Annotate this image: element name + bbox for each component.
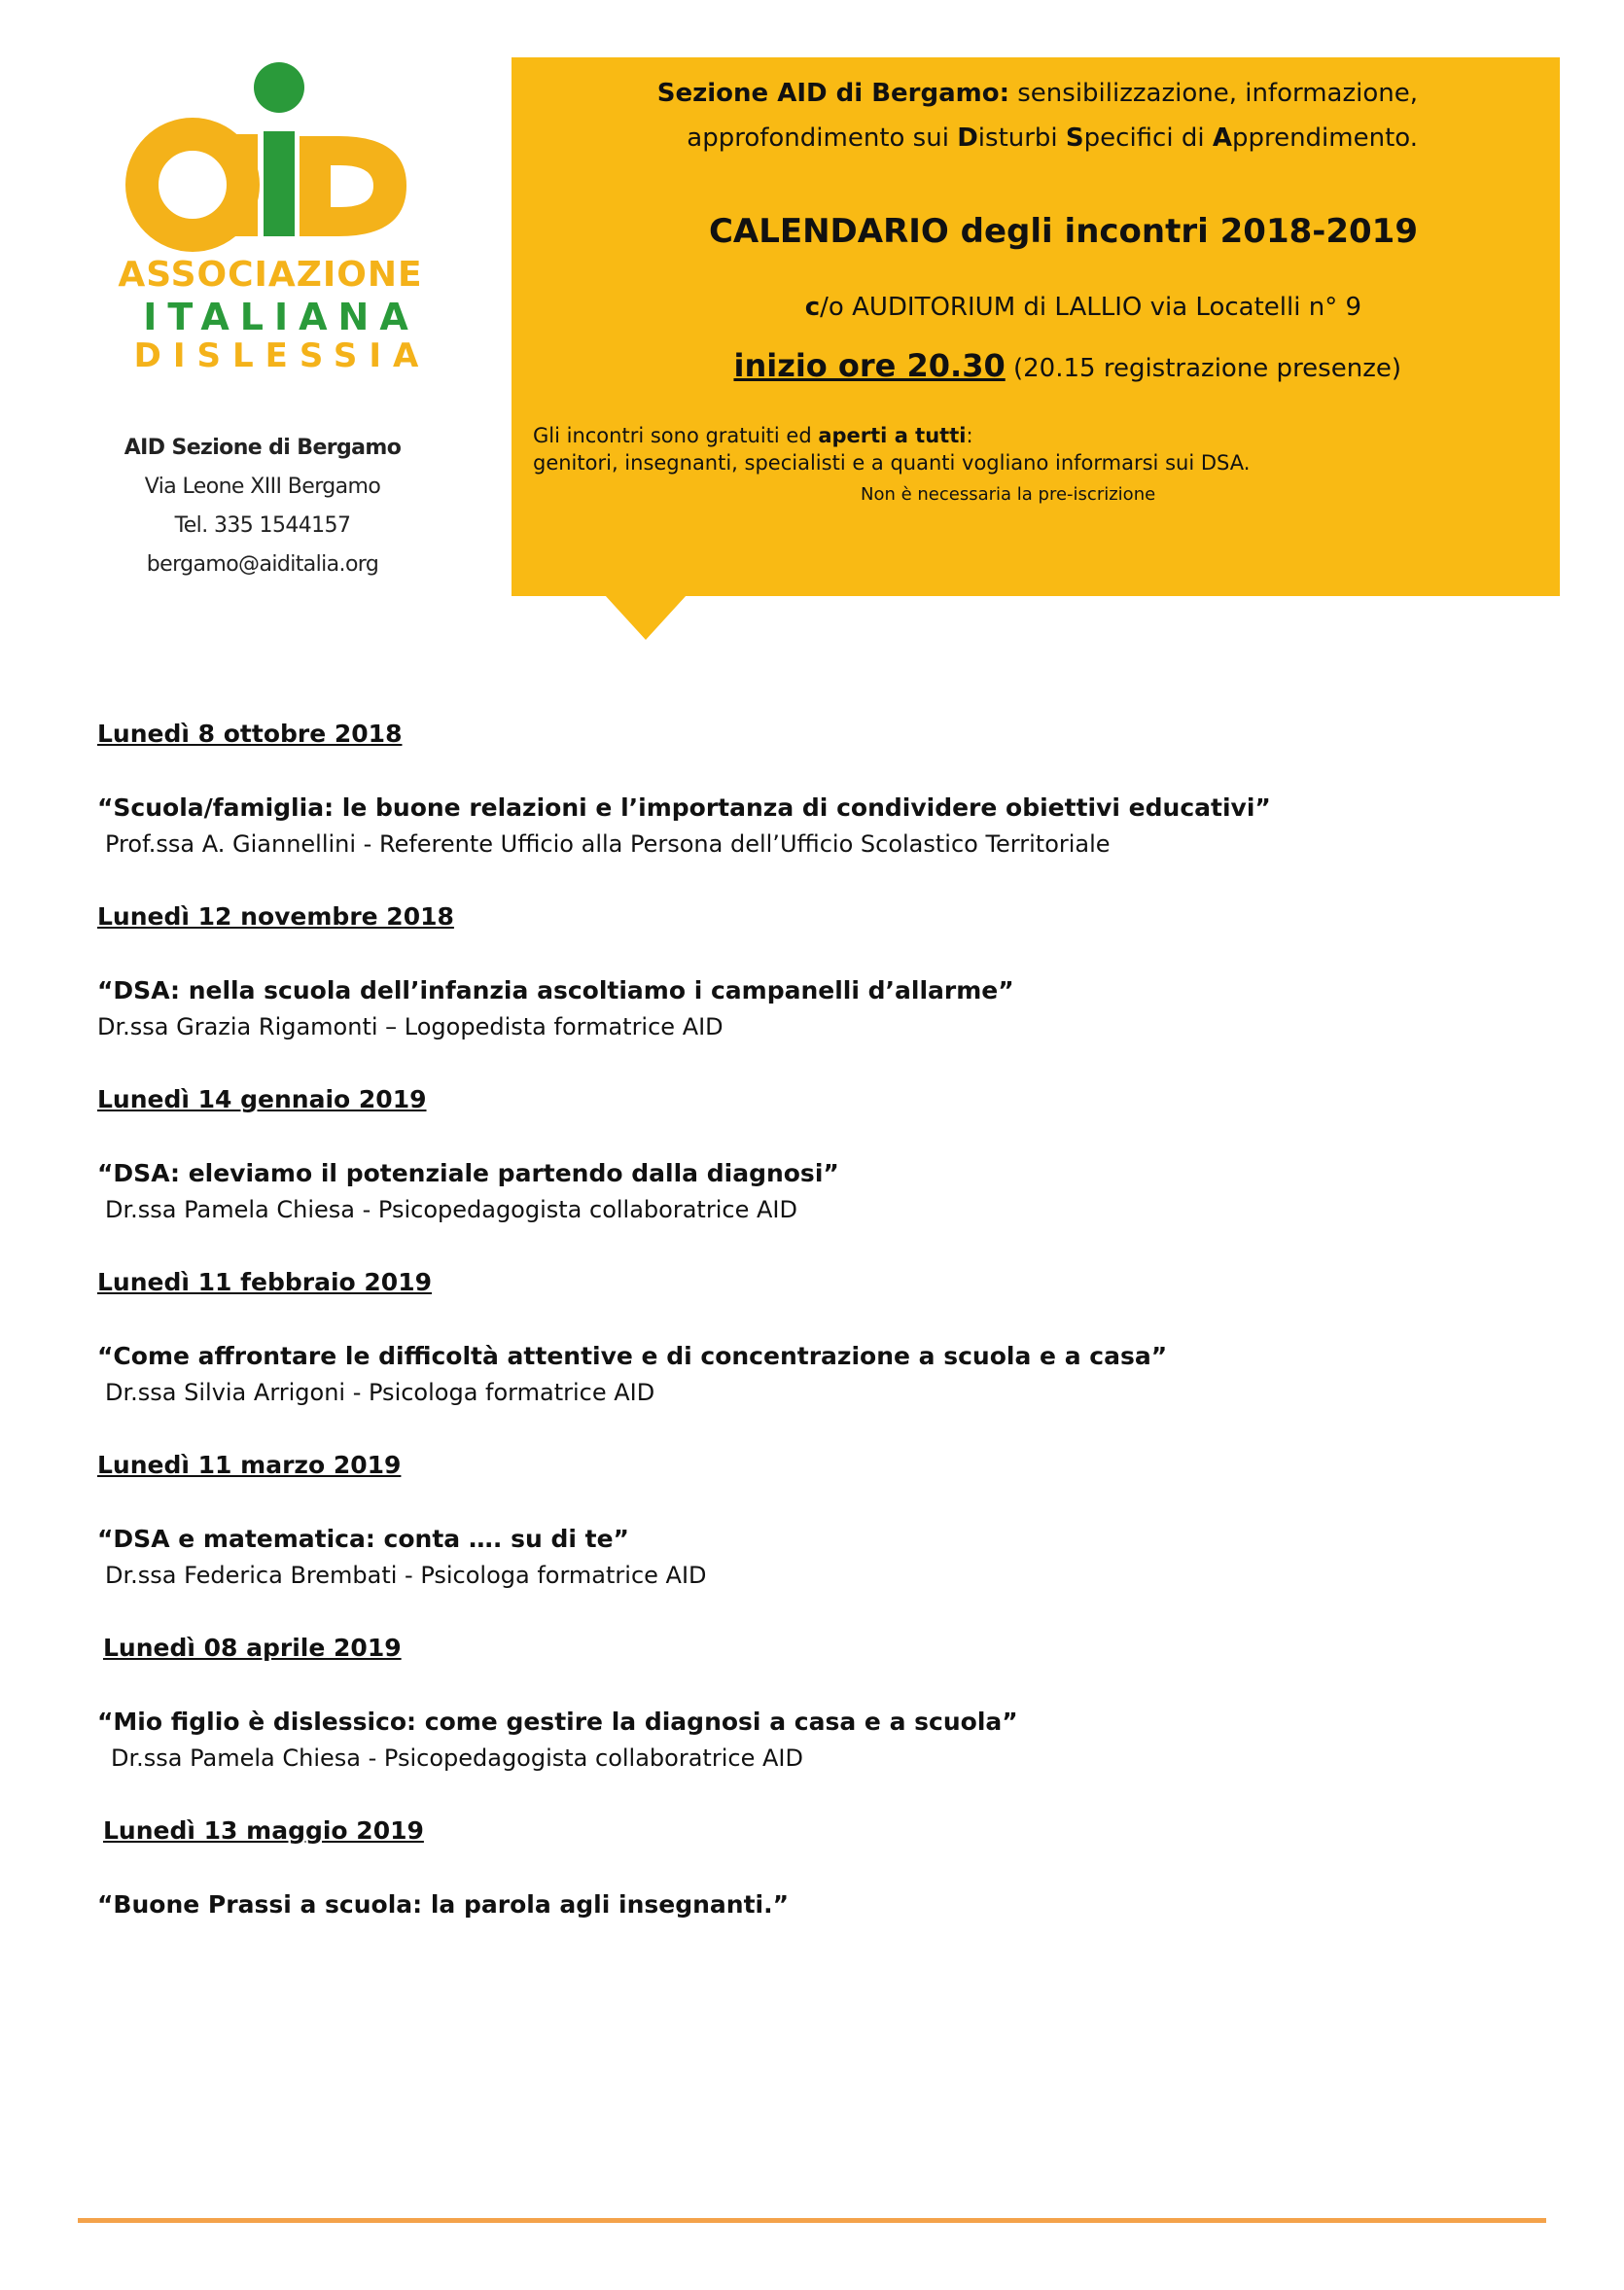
calendar-title: CALENDARIO degli incontri 2018-2019 xyxy=(708,212,1418,251)
logo-letter-i-dot xyxy=(254,62,304,113)
event-date: Lunedì 11 marzo 2019 xyxy=(97,1451,402,1479)
start-time-main: inizio ore 20.30 xyxy=(733,347,1006,384)
event-title: “DSA e matematica: conta …. su di te” xyxy=(97,1525,629,1553)
event-date: Lunedì 8 ottobre 2018 xyxy=(97,720,403,748)
event-date: Lunedì 14 gennaio 2019 xyxy=(97,1085,427,1113)
aid-logo xyxy=(115,58,431,379)
event-title: “Mio figlio è dislessico: come gestire la diagnosi a casa e a scuola” xyxy=(97,1708,1018,1736)
logo-text-associazione: ASSOCIAZIONE xyxy=(118,255,423,295)
venue-prefix: c xyxy=(804,293,821,322)
event-item xyxy=(97,1085,839,1223)
intro-line2-f: A xyxy=(1212,123,1232,153)
venue xyxy=(512,293,1361,322)
intro-line2-d: S xyxy=(1065,123,1084,153)
intro-line2-a: approfondimento sui xyxy=(687,123,958,153)
intro-section-name: Sezione AID di Bergamo: xyxy=(656,79,1009,108)
intro-text xyxy=(554,71,1418,160)
intro-description: sensibilizzazione, informazione, xyxy=(1008,79,1418,108)
event-item xyxy=(97,1268,1168,1406)
event-speaker: Dr.ssa Silvia Arrigoni - Psicologa formatrice AID xyxy=(105,1379,655,1406)
event-date: Lunedì 13 maggio 2019 xyxy=(103,1816,424,1845)
intro-line2-e: pecifici di xyxy=(1083,123,1213,153)
event-title: “DSA: eleviamo il potenziale partendo dalla diagnosi” xyxy=(97,1159,839,1187)
note-part-a: Gli incontri sono gratuiti ed xyxy=(533,424,819,447)
contact-address: Via Leone XIII Bergamo xyxy=(144,475,381,499)
aid-logo-mark xyxy=(115,58,426,253)
event-date: Lunedì 11 febbraio 2019 xyxy=(97,1268,432,1296)
event-item xyxy=(97,1451,707,1589)
footer-divider xyxy=(78,2218,1546,2223)
event-item xyxy=(97,1634,1018,1772)
event-speaker: Prof.ssa A. Giannellini - Referente Ufficio alla Persona dell’Ufficio Scolastico Territoriale xyxy=(105,830,1111,858)
event-title: “Scuola/famiglia: le buone relazioni e l’importanza di condividere obiettivi educativi” xyxy=(97,793,1271,822)
logo-letter-i xyxy=(264,131,295,236)
event-speaker: Dr.ssa Federica Brembati - Psicologa formatrice AID xyxy=(105,1562,707,1589)
event-title: “Buone Prassi a scuola: la parola agli insegnanti.” xyxy=(97,1890,790,1919)
contact-name: AID Sezione di Bergamo xyxy=(124,436,402,460)
event-date: Lunedì 12 novembre 2018 xyxy=(97,902,454,931)
audience-note: genitori, insegnanti, specialisti e a quanti vogliano informarsi sui DSA. xyxy=(533,451,1251,475)
logo-letter-d xyxy=(300,136,406,236)
event-title: “DSA: nella scuola dell’infanzia ascoltiamo i campanelli d’allarme” xyxy=(97,976,1014,1004)
info-callout xyxy=(512,57,1560,596)
event-item xyxy=(97,1816,790,1919)
callout-pointer xyxy=(605,595,687,640)
contact-phone: Tel. 335 1544157 xyxy=(174,513,351,538)
note-part-c: : xyxy=(966,424,973,447)
intro-line2-g: pprendimento. xyxy=(1231,123,1418,153)
contact-block xyxy=(97,429,428,584)
event-item xyxy=(97,720,1271,858)
event-speaker: Dr.ssa Pamela Chiesa - Psicopedagogista collaboratrice AID xyxy=(111,1744,803,1772)
logo-letter-a-stem xyxy=(227,134,258,236)
intro-line2-b: D xyxy=(957,123,978,153)
registration-note: Non è necessaria la pre-iscrizione xyxy=(861,484,1156,505)
intro-line2-c: isturbi xyxy=(977,123,1066,153)
logo-text-italiana: ITALIANA xyxy=(143,296,419,338)
event-title: “Come affrontare le difficoltà attentive e di concentrazione a scuola e a casa” xyxy=(97,1342,1168,1370)
venue-address: /o AUDITORIUM di LALLIO via Locatelli n° 9 xyxy=(820,293,1361,322)
event-item xyxy=(97,902,1014,1040)
note-part-b: aperti a tutti xyxy=(818,424,967,447)
event-speaker: Dr.ssa Pamela Chiesa - Psicopedagogista collaboratrice AID xyxy=(105,1196,797,1223)
contact-email[interactable]: bergamo@aiditalia.org xyxy=(146,552,379,577)
event-date: Lunedì 08 aprile 2019 xyxy=(103,1634,402,1662)
start-time xyxy=(512,347,1401,384)
event-speaker: Dr.ssa Grazia Rigamonti – Logopedista formatrice AID xyxy=(97,1013,724,1040)
attendance-note xyxy=(533,420,973,451)
start-time-registration: (20.15 registrazione presenze) xyxy=(1005,354,1401,383)
logo-text-dislessia: DISLESSIA xyxy=(133,336,431,375)
